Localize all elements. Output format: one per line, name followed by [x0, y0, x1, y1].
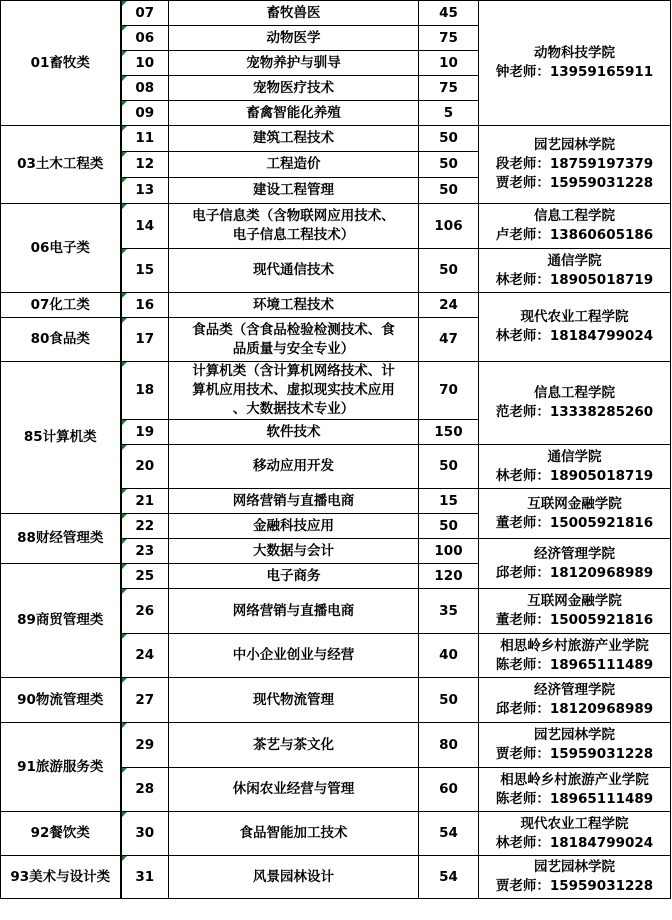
major-name-line: 现代物流管理 — [253, 691, 334, 708]
enrollment-count-cell: 10 — [419, 51, 479, 76]
table-row — [1, 362, 671, 420]
major-name-cell — [169, 293, 419, 318]
major-code-cell: 11 — [121, 126, 169, 152]
major-name-line: 网络营销与直播电商 — [232, 602, 355, 619]
major-code-cell: 19 — [121, 420, 169, 445]
enrollment-count-cell: 80 — [419, 723, 479, 768]
category-cell: 93美术与设计类 — [1, 856, 121, 899]
teacher-contact: 范老师：13338285260 — [495, 404, 654, 420]
enrollment-count-cell: 120 — [419, 564, 479, 589]
major-name-line: 风景园林设计 — [253, 868, 334, 885]
college-name: 相思岭乡村旅游产业学院 — [500, 771, 649, 788]
contact-cell — [479, 678, 671, 723]
table-row — [1, 204, 671, 249]
enrollment-count-cell: 54 — [419, 812, 479, 856]
major-name-line: 工程造价 — [266, 156, 321, 172]
major-name-line: 电子信息工程技术） — [232, 227, 355, 243]
enrollment-count-cell: 70 — [419, 362, 479, 420]
contact-cell — [479, 856, 671, 899]
major-name-cell — [169, 564, 419, 589]
major-code-cell: 29 — [121, 723, 169, 768]
major-name-line: 现代通信技术 — [253, 262, 334, 278]
college-name: 经济管理学院 — [534, 545, 615, 562]
contact-cell — [479, 204, 671, 249]
table-row — [1, 812, 671, 856]
category-cell: 91旅游服务类 — [1, 723, 121, 812]
contact-cell — [479, 249, 671, 293]
teacher-contact: 陈老师：18965111489 — [495, 656, 654, 673]
contact-cell — [479, 539, 671, 589]
major-name-cell — [169, 178, 419, 204]
major-name-line: 金融科技应用 — [253, 517, 334, 534]
major-code-cell: 16 — [121, 293, 169, 318]
enrollment-count-cell: 50 — [419, 178, 479, 204]
category-cell: 92餐饮类 — [1, 812, 121, 856]
enrollment-count-cell: 100 — [419, 539, 479, 564]
enrollment-count-cell: 54 — [419, 856, 479, 899]
category-cell: 01畜牧类 — [1, 1, 121, 126]
category-cell: 89商贸管理类 — [1, 564, 121, 678]
major-name-line: 品质量与安全专业） — [232, 340, 355, 357]
contact-cell — [479, 126, 671, 204]
major-name-cell — [169, 812, 419, 856]
major-name-line: 宠物医疗技术 — [253, 79, 334, 96]
major-name-cell — [169, 249, 419, 293]
major-name-cell — [169, 768, 419, 812]
major-name-cell — [169, 126, 419, 152]
teacher-contact: 段老师：18759197379 — [495, 156, 654, 172]
major-code-cell: 18 — [121, 362, 169, 420]
major-name-line: 建设工程管理 — [253, 182, 334, 198]
major-name-line: 食品智能加工技术 — [239, 825, 348, 841]
college-name: 园艺园林学院 — [534, 859, 615, 875]
major-name-cell — [169, 489, 419, 514]
contact-cell — [479, 634, 671, 678]
category-cell: 07化工类 — [1, 293, 121, 318]
major-code-cell: 09 — [121, 101, 169, 126]
enrollment-count-cell: 50 — [419, 678, 479, 723]
major-name-line: 软件技术 — [266, 423, 321, 440]
enrollment-count-cell: 150 — [419, 420, 479, 445]
teacher-contact: 林老师：18905018719 — [495, 271, 654, 288]
teacher-contact: 邱老师：18120968989 — [495, 564, 654, 581]
major-code-cell: 27 — [121, 678, 169, 723]
major-code-cell: 17 — [121, 318, 169, 362]
major-name-cell — [169, 76, 419, 101]
table-row — [1, 126, 671, 152]
college-name: 园艺园林学院 — [534, 137, 615, 153]
college-name: 互联网金融学院 — [527, 495, 622, 512]
enrollment-count-cell: 35 — [419, 589, 479, 634]
major-name-line: 食品类（含食品检验检测技术、食 — [192, 321, 395, 338]
college-name: 通信学院 — [547, 252, 602, 269]
category-cell: 85计算机类 — [1, 362, 121, 514]
major-code-cell: 26 — [121, 589, 169, 634]
teacher-contact: 陈老师：18965111489 — [495, 790, 654, 807]
enrollment-table-body — [1, 1, 671, 899]
college-name: 信息工程学院 — [534, 208, 615, 224]
major-name-cell — [169, 514, 419, 539]
major-code-cell: 24 — [121, 634, 169, 678]
contact-cell — [479, 812, 671, 856]
category-cell: 06电子类 — [1, 204, 121, 293]
contact-cell — [479, 489, 671, 539]
teacher-contact: 贾老师：15959031228 — [495, 878, 654, 894]
college-name: 互联网金融学院 — [527, 593, 622, 609]
major-name-line: 计算机类（含计算机网络技术、计 — [192, 363, 395, 379]
major-name-line: 宠物养护与驯导 — [246, 54, 341, 71]
enrollment-count-cell: 50 — [419, 152, 479, 178]
major-name-cell — [169, 589, 419, 634]
table-row — [1, 1, 671, 26]
major-name-cell — [169, 678, 419, 723]
major-name-cell — [169, 26, 419, 51]
contact-cell — [479, 445, 671, 489]
major-code-cell: 14 — [121, 204, 169, 249]
major-name-line: 畜牧兽医 — [266, 4, 321, 21]
teacher-contact: 董老师：15005921816 — [495, 514, 654, 531]
major-name-line: 畜禽智能化养殖 — [246, 104, 341, 121]
teacher-contact: 林老师：18184799024 — [495, 328, 654, 344]
teacher-contact: 贾老师：15959031228 — [495, 175, 654, 191]
college-name: 相思岭乡村旅游产业学院 — [500, 637, 649, 654]
category-cell: 80食品类 — [1, 318, 121, 362]
enrollment-count-cell: 5 — [419, 101, 479, 126]
major-name-line: 茶艺与茶文化 — [253, 736, 334, 753]
major-name-cell — [169, 420, 419, 445]
enrollment-count-cell: 106 — [419, 204, 479, 249]
major-name-cell — [169, 318, 419, 362]
major-name-cell — [169, 539, 419, 564]
major-code-cell: 21 — [121, 489, 169, 514]
major-name-line: 网络营销与直播电商 — [232, 492, 355, 509]
college-name: 现代农业工程学院 — [520, 815, 629, 832]
major-name-cell — [169, 723, 419, 768]
college-name: 现代农业工程学院 — [520, 309, 629, 325]
college-name: 园艺园林学院 — [534, 727, 615, 743]
major-code-cell: 07 — [121, 1, 169, 26]
major-name-line: 电子商务 — [266, 567, 321, 584]
contact-cell — [479, 768, 671, 812]
major-code-cell: 28 — [121, 768, 169, 812]
enrollment-count-cell: 50 — [419, 126, 479, 152]
major-code-cell: 31 — [121, 856, 169, 899]
enrollment-count-cell: 75 — [419, 76, 479, 101]
major-name-cell — [169, 204, 419, 249]
major-code-cell: 30 — [121, 812, 169, 856]
contact-cell — [479, 362, 671, 445]
major-code-cell: 25 — [121, 564, 169, 589]
enrollment-count-cell: 60 — [419, 768, 479, 812]
teacher-contact: 林老师：18905018719 — [495, 467, 654, 484]
major-code-cell: 10 — [121, 51, 169, 76]
major-name-cell — [169, 101, 419, 126]
table-row — [1, 293, 671, 318]
major-code-cell: 06 — [121, 26, 169, 51]
major-name-line: 算机应用技术、虚拟现实技术应用 — [192, 382, 395, 398]
enrollment-count-cell: 15 — [419, 489, 479, 514]
major-code-cell: 22 — [121, 514, 169, 539]
major-name-cell — [169, 152, 419, 178]
major-code-cell: 15 — [121, 249, 169, 293]
enrollment-count-cell: 75 — [419, 26, 479, 51]
enrollment-count-cell: 50 — [419, 249, 479, 293]
major-name-cell — [169, 362, 419, 420]
college-name: 动物科技学院 — [534, 45, 615, 61]
major-code-cell: 12 — [121, 152, 169, 178]
college-name: 信息工程学院 — [534, 385, 615, 401]
major-name-line: 休闲农业经营与管理 — [232, 781, 355, 797]
enrollment-count-cell: 45 — [419, 1, 479, 26]
teacher-contact: 邱老师：18120968989 — [495, 701, 654, 717]
major-name-line: 移动应用开发 — [253, 458, 334, 474]
major-name-cell — [169, 1, 419, 26]
major-name-line: 环境工程技术 — [253, 296, 334, 313]
table-row — [1, 723, 671, 768]
enrollment-count-cell: 24 — [419, 293, 479, 318]
contact-cell — [479, 1, 671, 126]
major-name-line: 电子信息类（含物联网应用技术、 — [192, 208, 395, 224]
major-code-cell: 08 — [121, 76, 169, 101]
enrollment-count-cell: 50 — [419, 445, 479, 489]
major-name-cell — [169, 51, 419, 76]
category-cell: 90物流管理类 — [1, 678, 121, 723]
major-name-cell — [169, 634, 419, 678]
major-code-cell: 23 — [121, 539, 169, 564]
teacher-contact: 卢老师：13860605186 — [495, 227, 654, 243]
college-name: 通信学院 — [547, 448, 602, 465]
category-cell: 88财经管理类 — [1, 514, 121, 564]
teacher-contact: 贾老师：15959031228 — [495, 746, 654, 762]
enrollment-count-cell: 50 — [419, 514, 479, 539]
enrollment-count-cell: 40 — [419, 634, 479, 678]
major-name-line: 建筑工程技术 — [253, 130, 334, 146]
teacher-contact: 林老师：18184799024 — [495, 834, 654, 851]
college-name: 经济管理学院 — [534, 682, 615, 698]
teacher-contact: 董老师：15005921816 — [495, 612, 654, 628]
major-name-line: 动物医学 — [266, 29, 321, 46]
major-name-cell — [169, 856, 419, 899]
table-row — [1, 678, 671, 723]
major-name-line: 中小企业创业与经营 — [232, 647, 355, 663]
teacher-contact: 钟老师：13959165911 — [495, 64, 654, 80]
major-name-line: 大数据与会计 — [253, 542, 334, 559]
contact-cell — [479, 723, 671, 768]
major-name-cell — [169, 445, 419, 489]
contact-cell — [479, 589, 671, 634]
contact-cell — [479, 293, 671, 362]
major-name-line: 、大数据技术专业） — [232, 401, 355, 417]
enrollment-count-cell: 47 — [419, 318, 479, 362]
major-code-cell: 20 — [121, 445, 169, 489]
major-code-cell: 13 — [121, 178, 169, 204]
category-cell: 03土木工程类 — [1, 126, 121, 204]
table-row — [1, 856, 671, 899]
